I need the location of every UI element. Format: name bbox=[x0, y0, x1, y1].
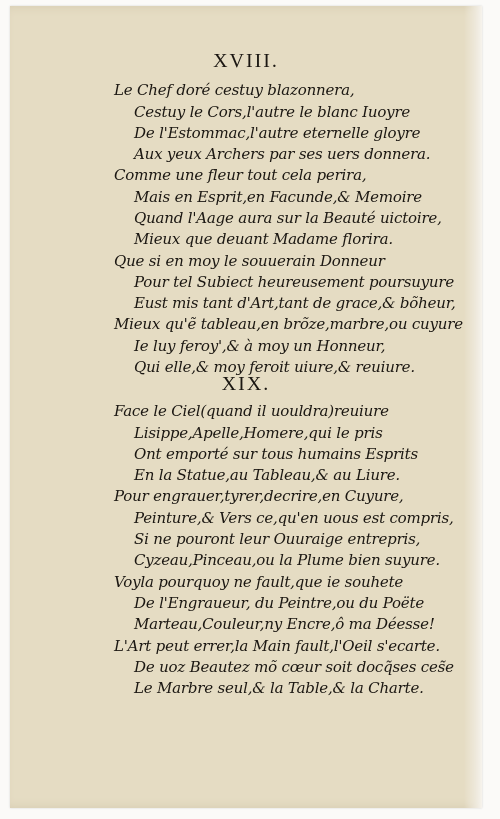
sonnet-18-line-10: Pour tel Subiect heureusement poursuyure bbox=[134, 273, 455, 291]
sonnet-19-line-7: Si ne pouront leur Ouuraige entrepris, bbox=[134, 530, 421, 548]
sonnet-18-line-4: Aux yeux Archers par ses uers donnera. bbox=[134, 145, 431, 163]
sonnet-18-line-12: Mieux qu'ẽ tableau,en brõze,marbre,ou cuyure bbox=[114, 315, 463, 333]
sonnet-18-line-2: Cestuy le Cors,l'autre le blanc Iuoyre bbox=[134, 103, 411, 121]
sonnet-18-line-11: Eust mis tant d'Art,tant de grace,& bõheur, bbox=[134, 294, 456, 312]
sonnet-19-line-10: De l'Engraueur, du Peintre,ou du Poëte bbox=[134, 594, 424, 612]
sonnet-18-line-3: De l'Estommac,l'autre eternelle gloyre bbox=[134, 124, 421, 142]
sonnet-19-line-12: L'Art peut errer,la Main fault,l'Oeil s'ecarte. bbox=[114, 637, 440, 655]
sonnet-18-line-7: Quand l'Aage aura sur la Beauté uictoire, bbox=[134, 209, 442, 227]
sonnet-18-line-1: Le Chef doré cestuy blazonnera, bbox=[114, 81, 355, 99]
sonnet-19-line-5: Pour engrauer,tyrer,decrire,en Cuyure, bbox=[114, 487, 404, 505]
sonnet-19-line-14: Le Marbre seul,& la Table,& la Charte. bbox=[134, 679, 424, 697]
sonnet-19-line-8: Cyzeau,Pinceau,ou la Plume bien suyure. bbox=[134, 551, 440, 569]
sonnet-number-18: XVIII. bbox=[213, 50, 279, 72]
sonnet-18-line-6: Mais en Esprit,en Facunde,& Memoire bbox=[134, 188, 422, 206]
sonnet-19-line-9: Voyla pourquoy ne fault,que ie souhete bbox=[114, 573, 404, 591]
sonnet-18-line-14: Qui elle,& moy feroit uiure,& reuiure. bbox=[134, 358, 415, 376]
sonnet-18-line-5: Comme une fleur tout cela perira, bbox=[114, 166, 367, 184]
sonnet-19-line-1: Face le Ciel(quand il uouldra)reuiure bbox=[114, 402, 389, 420]
sonnet-19-line-11: Marteau,Couleur,ny Encre,ô ma Déesse! bbox=[134, 615, 435, 633]
book-page bbox=[10, 6, 482, 808]
sonnet-number-19: XIX. bbox=[221, 373, 271, 395]
poem-text bbox=[10, 6, 482, 808]
sonnet-18-line-8: Mieux que deuant Madame florira. bbox=[134, 230, 393, 248]
sonnet-19-line-4: En la Statue,au Tableau,& au Liure. bbox=[134, 466, 400, 484]
sonnet-18-line-13: Ie luy feroy',& à moy un Honneur, bbox=[134, 337, 386, 355]
sonnet-19-line-13: De uoz Beautez mõ cœur soit docq̃ses ces̃e bbox=[134, 658, 454, 676]
sonnet-19-line-3: Ont emporté sur tous humains Esprits bbox=[134, 445, 418, 463]
sonnet-19-line-6: Peinture,& Vers ce,qu'en uous est compris, bbox=[134, 509, 454, 527]
sonnet-19-line-2: Lisippe,Apelle,Homere,qui le pris bbox=[134, 424, 383, 442]
sonnet-18-line-9: Que si en moy le souuerain Donneur bbox=[114, 252, 385, 270]
